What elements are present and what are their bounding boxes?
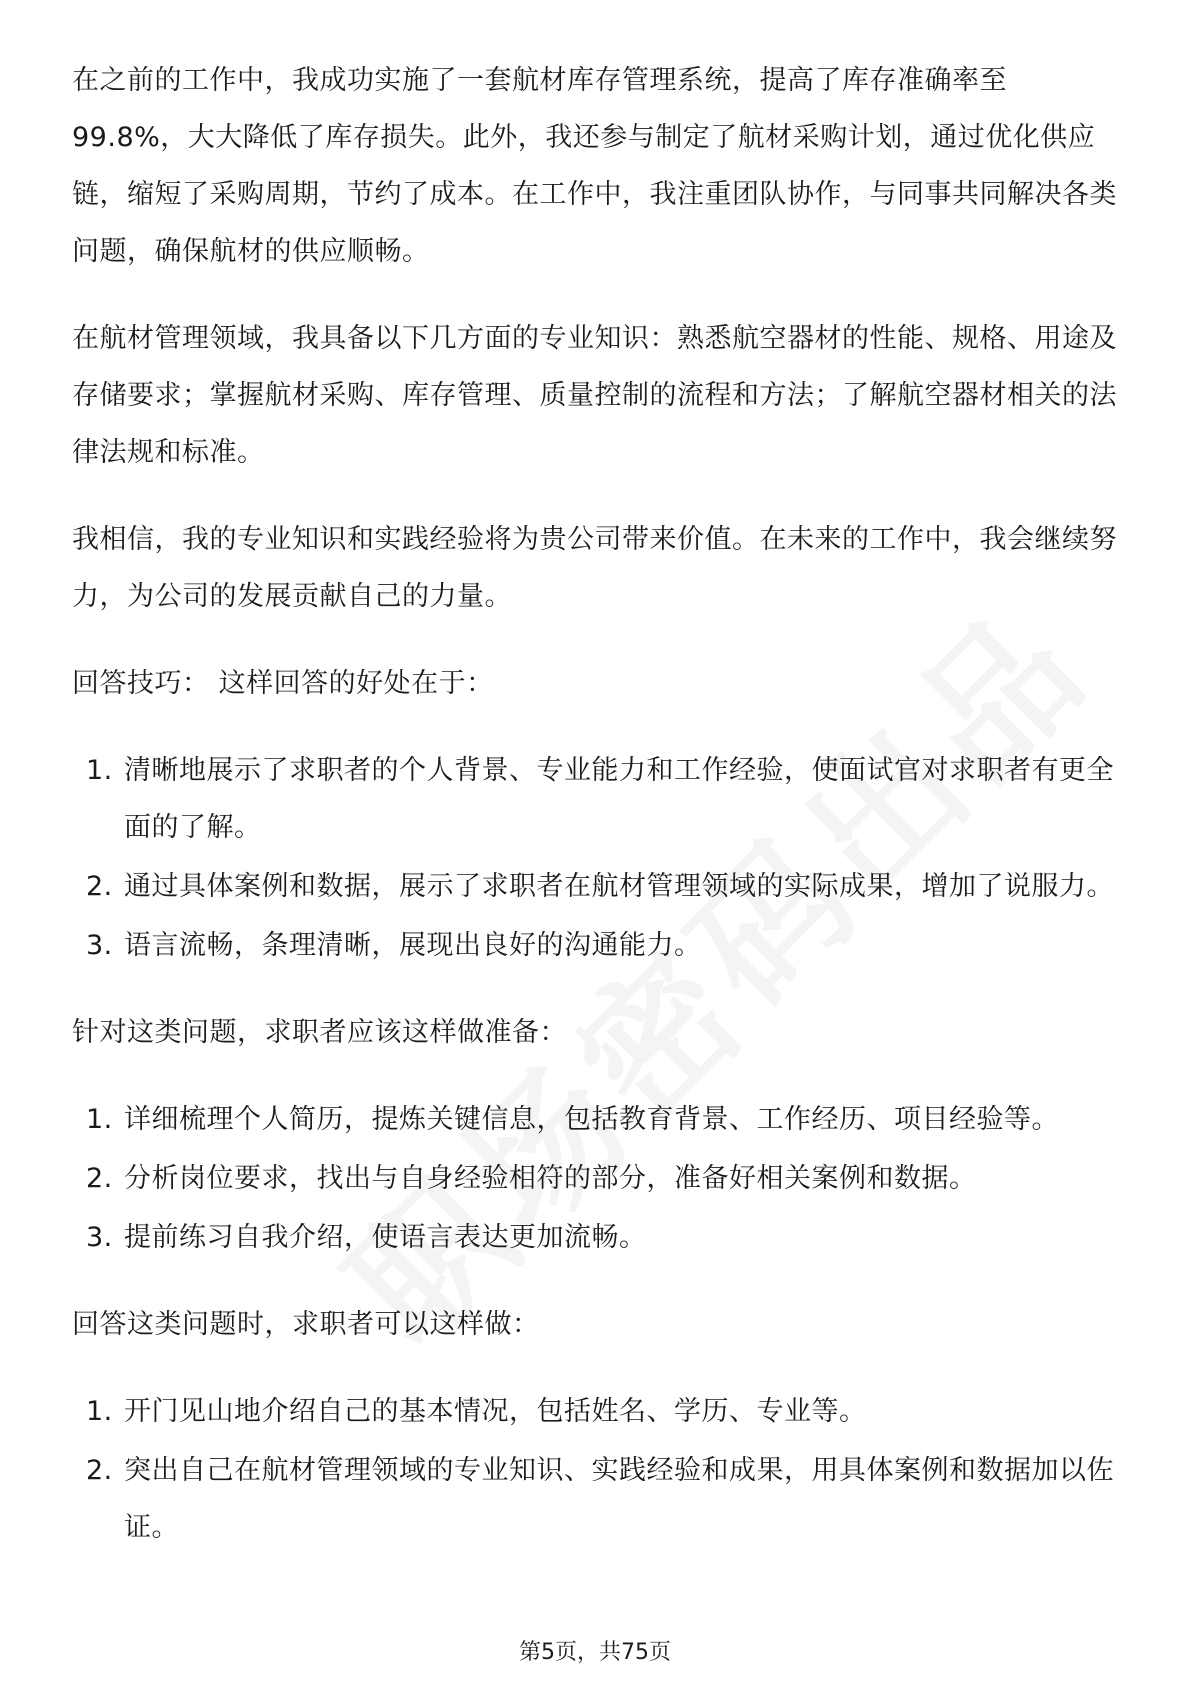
list-item [72, 1383, 1122, 1440]
prep-list [72, 1091, 1122, 1266]
answer-list [72, 1383, 1122, 1556]
tips-list [72, 742, 1122, 974]
page-footer: 第5页，共75页 [519, 1640, 671, 1665]
paragraph-belief: 我相信，我的专业知识和实践经验将为贵公司带来价值。在未来的工作中，我会继续努力，为公司的发展贡献自己的力量。 [72, 524, 1117, 612]
list-item [72, 1091, 1122, 1148]
list-item [72, 917, 1122, 974]
list-number: 3. [86, 1222, 113, 1253]
list-text: 开门见山地介绍自己的基本情况，包括姓名、学历、专业等。 [124, 1396, 867, 1427]
list-text: 清晰地展示了求职者的个人背景、专业能力和工作经验，使面试官对求职者有更全面的了解。 [124, 755, 1114, 843]
prep-heading: 针对这类问题，求职者应该这样做准备： [72, 1017, 567, 1048]
list-number: 1. [86, 1104, 113, 1135]
list-text: 详细梳理个人简历，提炼关键信息，包括教育背景、工作经历、项目经验等。 [124, 1104, 1059, 1135]
list-text: 突出自己在航材管理领域的专业知识、实践经验和成果，用具体案例和数据加以佐证。 [124, 1455, 1114, 1543]
answer-heading: 回答这类问题时，求职者可以这样做： [72, 1309, 540, 1340]
document-page [72, 52, 1122, 1586]
list-number: 2. [86, 871, 113, 902]
list-number: 3. [86, 930, 113, 961]
list-text: 提前练习自我介绍，使语言表达更加流畅。 [124, 1222, 647, 1253]
tips-heading: 回答技巧： 这样回答的好处在于： [72, 668, 494, 699]
list-number: 1. [86, 755, 113, 786]
list-item [72, 858, 1122, 915]
list-number: 2. [86, 1163, 113, 1194]
list-item [72, 1209, 1122, 1266]
list-text: 通过具体案例和数据，展示了求职者在航材管理领域的实际成果，增加了说服力。 [124, 871, 1114, 902]
list-text: 分析岗位要求，找出与自身经验相符的部分，准备好相关案例和数据。 [124, 1163, 977, 1194]
list-item [72, 1150, 1122, 1207]
paragraph-knowledge: 在航材管理领域，我具备以下几方面的专业知识：熟悉航空器材的性能、规格、用途及存储要求；掌握航材采购、库存管理、质量控制的流程和方法；了解航空器材相关的法律法规和标准。 [72, 323, 1117, 468]
list-number: 1. [86, 1396, 113, 1427]
list-item [72, 1442, 1122, 1556]
list-text: 语言流畅，条理清晰，展现出良好的沟通能力。 [124, 930, 702, 961]
list-item [72, 742, 1122, 856]
list-number: 2. [86, 1455, 113, 1486]
paragraph-experience: 在之前的工作中，我成功实施了一套航材库存管理系统，提高了库存准确率至99.8%，大大降低了库存损失。此外，我还参与制定了航材采购计划，通过优化供应链，缩短了采购周期，节约了成本。在工作中，我注重团队协作，与同事共同解决各类问题，确保航材的供应顺畅。 [72, 65, 1117, 267]
